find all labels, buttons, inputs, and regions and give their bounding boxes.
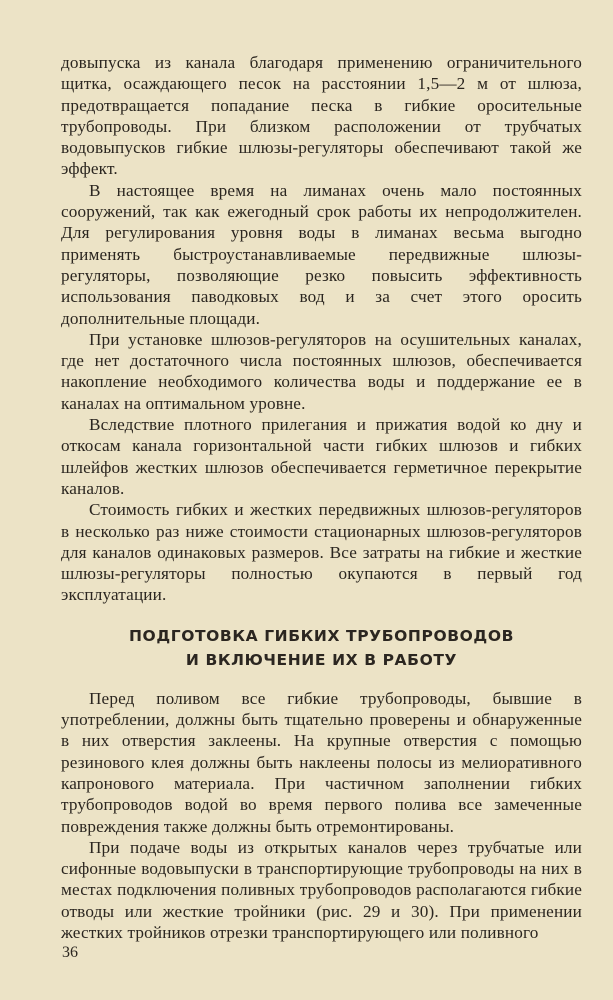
paragraph-3: При установке шлюзов-регуляторов на осушительных каналах, где нет достаточного числа постоянных шлюзов, обеспечивается накопление необходимого количества воды и поддержание ее в каналах на оптимальном уровне. [61, 329, 582, 413]
paragraph-4: Вследствие плотного прилегания и прижатия водой ко дну и откосам канала горизонтальной части гибких шлюзов и гибких шлейфов жестких шлюзов обеспечивается герметичное перекрытие каналов. [61, 415, 582, 498]
section-heading-line-1: ПОДГОТОВКА ГИБКИХ ТРУБОПРОВОДОВ [128, 626, 515, 645]
paragraph-6: Перед поливом все гибкие трубопроводы, бывшие в употреблении, должны быть тщательно проверены и обнаруженные в них отверстия заклеены. На крупные отверстия с помощью резинового клея должны быть наклеены полосы из мелиоративного капронового материала. При частичном заполнении гибких трубопроводов водой во время первого полива все замеченные повреждения также должны быть отремонтированы. [61, 688, 582, 836]
paragraph-2: В настоящее время на лиманах очень мало постоянных сооружений, так как ежегодный срок работы их непродолжителен. Для регулирования уровня воды в лиманах весьма выгодно применять быстроустанавливаемые передвижные шлюзы-регуляторы, позволяющие резко повысить эффективность использования паводковых вод и за счет этого оросить дополнительные площади. [61, 180, 582, 328]
section-heading-line-2: И ВКЛЮЧЕНИЕ ИХ В РАБОТУ [185, 650, 458, 669]
page-text [61, 52, 582, 943]
page-number: 36 [62, 944, 78, 961]
paragraph-5: Стоимость гибких и жестких передвижных шлюзов-регуляторов в несколько раз ниже стоимости стационарных шлюзов-регуляторов для каналов одинаковых размеров. Все затраты на гибкие и жесткие шлюзы-регуляторы полностью окупаются в первый год эксплуатации. [61, 500, 582, 605]
paragraph-1: довыпуска из канала благодаря применению ограничительного щитка, осаждающего песок на расстоянии 1,5—2 м от шлюза, предотвращается попадание песка в гибкие оросительные трубопроводы. При близком расположении от трубчатых водовыпусков гибкие шлюзы-регуляторы обеспечивают такой же эффект. [61, 53, 582, 179]
section-heading [61, 624, 582, 672]
paragraph-7: При подаче воды из открытых каналов через трубчатые или сифонные водовыпуски в транспортирующие трубопроводы на них в местах подключения поливных трубопроводов располагаются гибкие отводы или жесткие тройники (рис. 29 и 30). При применении жестких тройников отрезки транспортирующего или поливного [61, 837, 582, 942]
